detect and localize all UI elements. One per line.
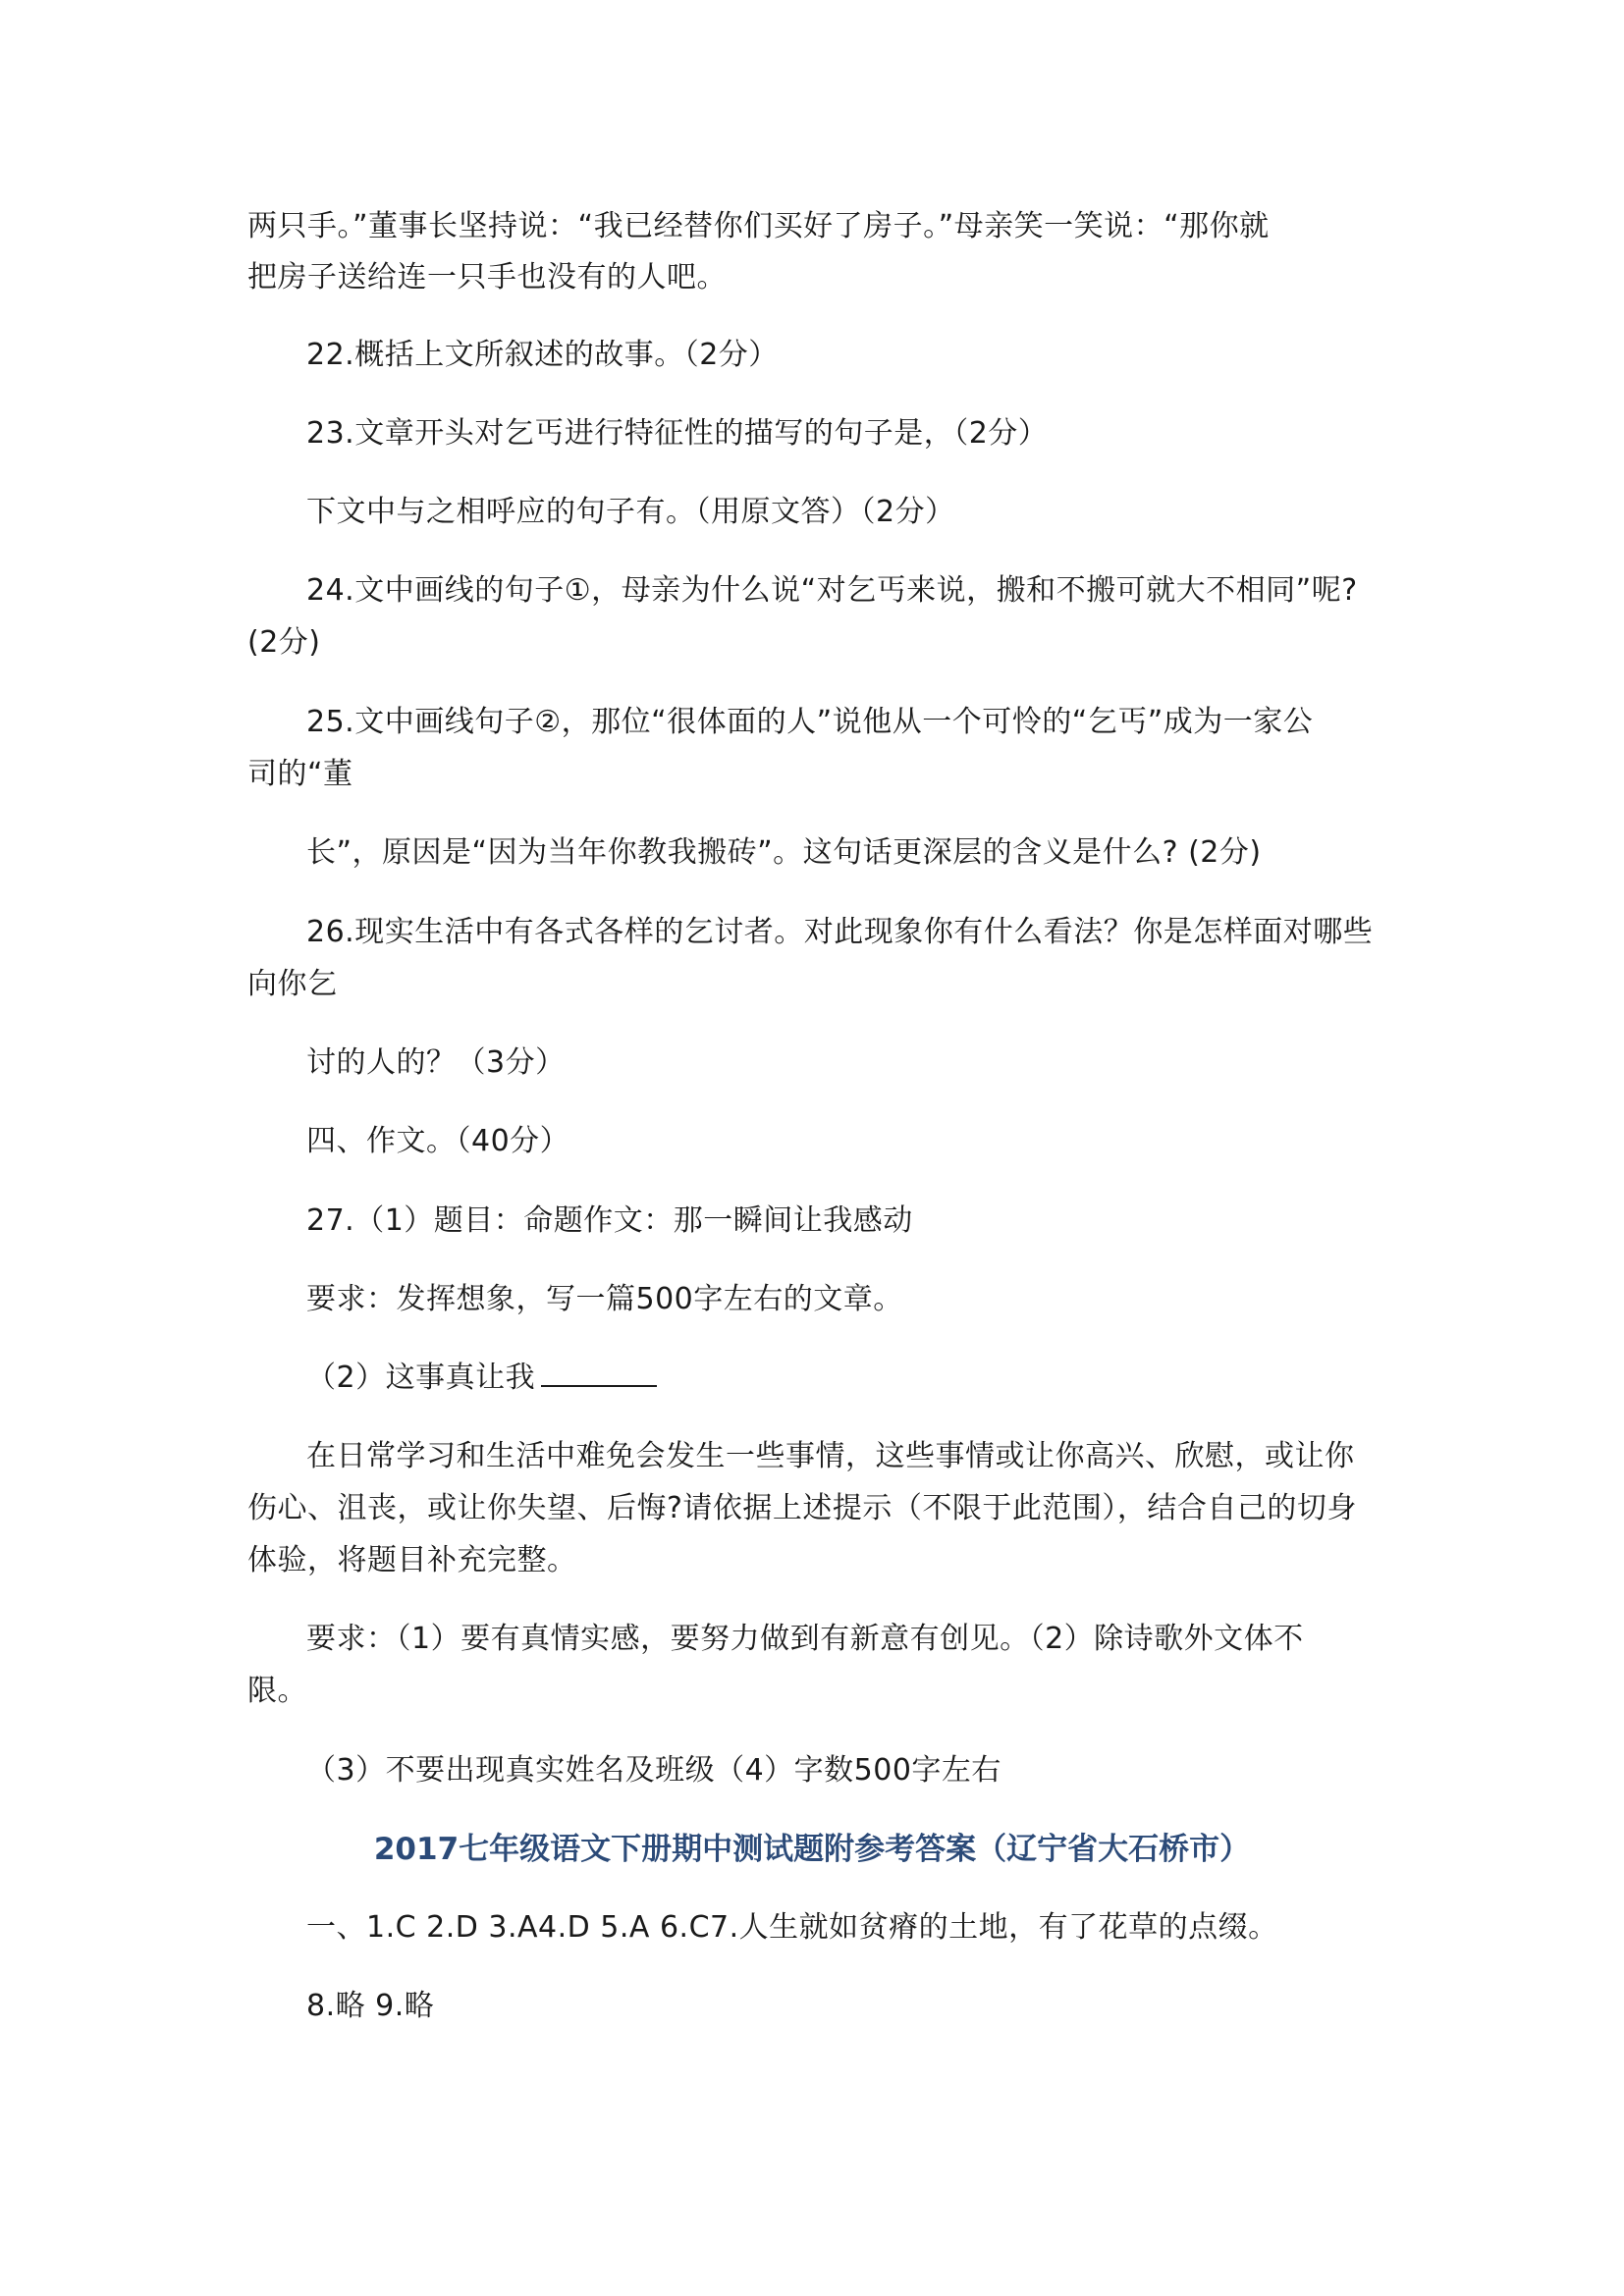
question-27-requirement-line-2: 限。: [247, 1674, 307, 1708]
question-25-line-3: 长”，原因是“因为当年你教我搬砖”。这句话更深层的含义是什么? (2分): [306, 835, 1262, 870]
question-25-line-2: 司的“董: [247, 757, 353, 791]
question-24-line-2: (2分): [247, 625, 321, 660]
paragraph-line-2: 把房子送给连一只手也没有的人吧。: [247, 260, 727, 294]
question-27-part-2-text: （2）这事真让我: [306, 1361, 536, 1395]
question-26-line-3: 讨的人的？（3分）: [306, 1045, 566, 1080]
question-23-part-b: 下文中与之相呼应的句子有。（用原文答）（2分）: [306, 495, 955, 529]
question-27-requirement-line-3: （3）不要出现真实姓名及班级（4）字数500字左右: [306, 1753, 1001, 1788]
answer-section-one: 一、1.C 2.D 3.A4.D 5.A 6.C7.人生就如贫瘠的土地，有了花草的点缀。: [306, 1910, 1278, 1945]
paragraph-line-1: 两只手。”董事长坚持说：“我已经替你们买好了房子。”母亲笑一笑说：“那你就: [247, 209, 1270, 243]
question-27-requirement-line-1: 要求：（1）要有真情实感，要努力做到有新意有创见。（2）除诗歌外文体不: [306, 1622, 1304, 1656]
question-23-part-a: 23.文章开头对乞丐进行特征性的描写的句子是，（2分）: [306, 416, 1049, 451]
section-four-heading: 四、作文。（40分）: [306, 1124, 570, 1158]
question-27-description-line-1: 在日常学习和生活中难免会发生一些事情，这些事情或让你高兴、欣慰，或让你: [306, 1439, 1355, 1473]
question-27-part-1: 27.（1）题目：命题作文：那一瞬间让我感动: [306, 1203, 913, 1238]
question-26-line-2: 向你乞: [247, 967, 338, 1001]
answer-key-heading: 2017七年级语文下册期中测试题附参考答案（辽宁省大石桥市）: [373, 1832, 1251, 1867]
question-24-line-1: 24.文中画线的句子①，母亲为什么说“对乞丐来说，搬和不搬可就大不相同”呢?: [306, 573, 1358, 608]
question-27-part-1-requirement: 要求：发挥想象，写一篇500字左右的文章。: [306, 1282, 903, 1316]
answer-section-one-continued: 8.略 9.略: [306, 1989, 435, 2023]
question-26-line-1: 26.现实生活中有各式各样的乞讨者。对此现象你有什么看法？你是怎样面对哪些: [306, 915, 1374, 949]
question-22: 22.概括上文所叙述的故事。（2分）: [306, 338, 779, 372]
question-25-line-1: 25.文中画线句子②，那位“很体面的人”说他从一个可怜的“乞丐”成为一家公: [306, 705, 1314, 739]
question-27-part-2: [306, 1353, 657, 1404]
question-27-description-line-2: 伤心、沮丧，或让你失望、后悔?请依据上述提示（不限于此范围），结合自己的切身: [247, 1491, 1357, 1525]
question-27-description-line-3: 体验，将题目补充完整。: [247, 1543, 577, 1577]
fill-in-blank: [541, 1356, 657, 1387]
